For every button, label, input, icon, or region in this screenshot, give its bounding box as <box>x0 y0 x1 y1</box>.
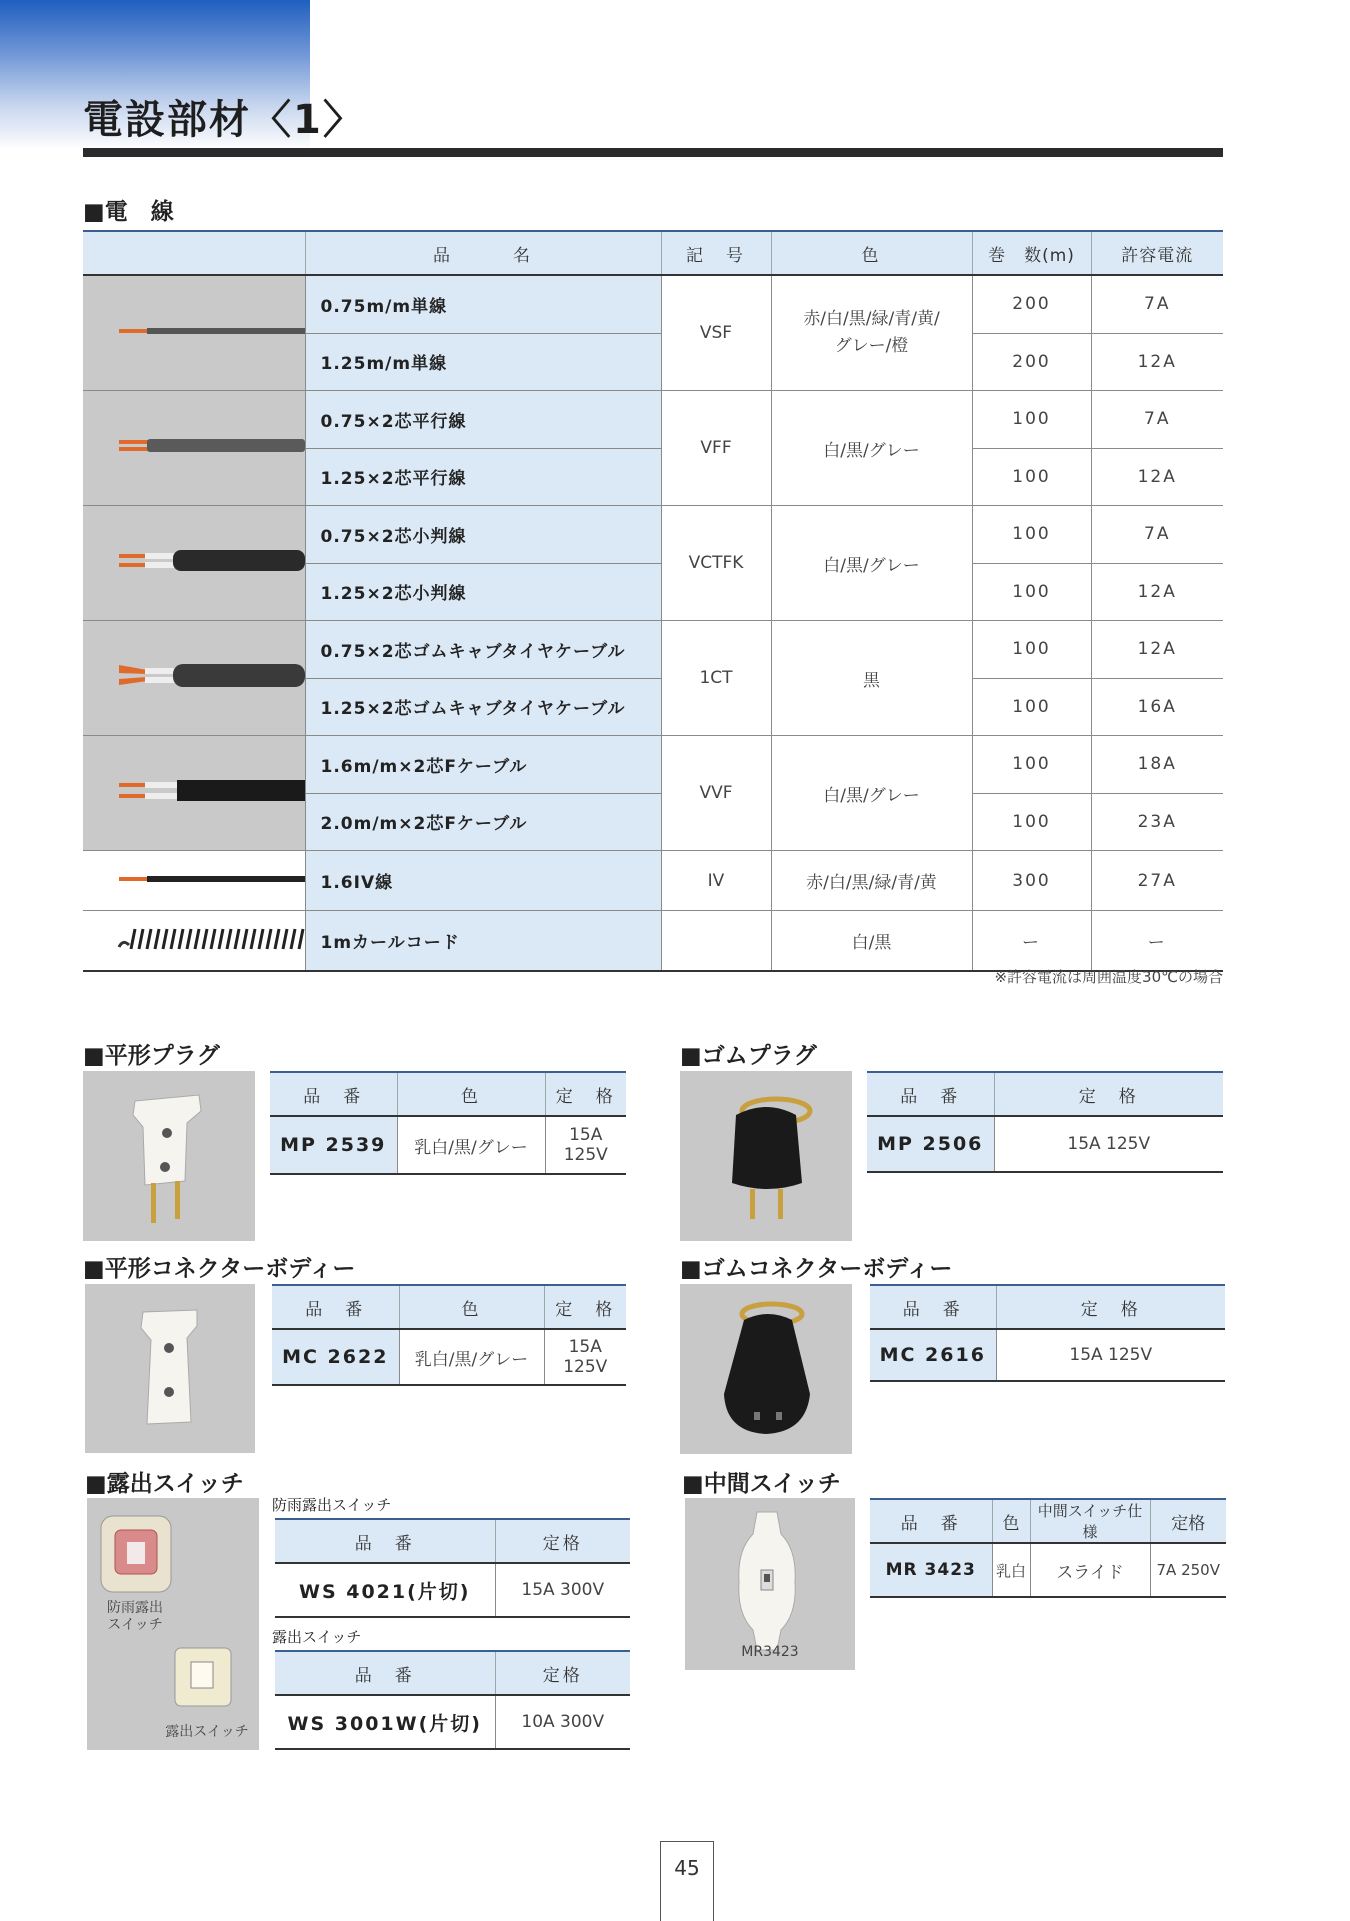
inline-switch-section-title: ■中間スイッチ <box>682 1471 841 1497</box>
header-color: 色 <box>771 231 972 275</box>
product-name: 1.25×2芯平行線 <box>305 448 661 506</box>
wire-color: 赤/白/黒/緑/青/黄/ グレー/橙 <box>771 275 972 391</box>
wire-length: 100 <box>972 448 1091 506</box>
wires-section-title: ■電 線 <box>83 199 174 225</box>
table-row <box>275 1563 630 1617</box>
wire-length: 100 <box>972 506 1091 564</box>
header-code: 品 番 <box>270 1072 397 1116</box>
rainproof-switch-table <box>275 1518 630 1618</box>
header-color: 色 <box>397 1072 545 1116</box>
flat-connector-photo <box>85 1284 255 1453</box>
exposed-switch-section-title: ■露出スイッチ <box>85 1471 244 1497</box>
wire-current: 12A <box>1091 563 1223 621</box>
table-row <box>83 275 1223 333</box>
rubber-connector-table <box>870 1284 1225 1382</box>
table-row <box>83 621 1223 679</box>
rubber-plug-photo <box>680 1071 852 1241</box>
wire-length: 100 <box>972 621 1091 679</box>
table-row <box>870 1543 1226 1597</box>
exposed-switch-photo <box>87 1498 259 1750</box>
wires-table <box>83 230 1223 972</box>
product-name: 1.25m/m単線 <box>305 333 661 391</box>
rating-volts: 125V <box>563 1145 608 1165</box>
table-row <box>870 1329 1225 1381</box>
header-rating: 定格 <box>495 1519 630 1563</box>
product-name: 0.75×2芯小判線 <box>305 506 661 564</box>
product-spec: スライド <box>1030 1543 1150 1597</box>
curl-cord-image <box>83 911 305 972</box>
inline-switch-photo <box>685 1498 855 1670</box>
wire-length: 300 <box>972 851 1091 911</box>
cabtire-cable-image <box>83 621 305 736</box>
header-code: 品 番 <box>870 1499 992 1543</box>
table-row <box>867 1116 1223 1172</box>
table-row <box>83 391 1223 449</box>
product-rating: 7A 250V <box>1150 1543 1226 1597</box>
inline-switch-table <box>870 1498 1226 1598</box>
header-name: 品 名 <box>305 231 661 275</box>
flat-plug-section-title: ■平形プラグ <box>83 1043 220 1069</box>
rating-volts: 125V <box>563 1357 608 1377</box>
wire-symbol <box>661 911 771 972</box>
header-rating: 定格 <box>495 1651 630 1695</box>
table-row <box>83 506 1223 564</box>
wire-color: 白/黒/グレー <box>771 736 972 851</box>
wire-current: 12A <box>1091 333 1223 391</box>
header-color: 色 <box>399 1285 544 1329</box>
product-code: WS 4021(片切) <box>275 1563 495 1617</box>
wire-symbol: VCTFK <box>661 506 771 621</box>
page-number: 45 <box>660 1841 714 1921</box>
wire-length: 100 <box>972 563 1091 621</box>
flat-plug-table <box>270 1071 626 1175</box>
rubber-connector-section-title: ■ゴムコネクターボディー <box>680 1256 953 1282</box>
single-wire-image <box>83 275 305 391</box>
wire-length: 100 <box>972 391 1091 449</box>
wire-length: 100 <box>972 678 1091 736</box>
title-rule <box>83 148 1223 157</box>
table-row <box>83 911 1223 972</box>
product-name: 1.25×2芯小判線 <box>305 563 661 621</box>
header-image <box>83 231 305 275</box>
header-spec: 中間スイッチ仕様 <box>1030 1499 1150 1543</box>
rainproof-photo-caption: 防雨露出 スイッチ <box>107 1600 163 1633</box>
inline-switch-photo-caption: MR3423 <box>741 1644 799 1660</box>
wire-symbol: VFF <box>661 391 771 506</box>
parallel-wire-image <box>83 391 305 506</box>
standard-photo-caption: 露出スイッチ <box>165 1724 249 1740</box>
wire-current: 7A <box>1091 506 1223 564</box>
wire-current: 7A <box>1091 275 1223 333</box>
product-rating: 10A 300V <box>495 1695 630 1749</box>
header-rating: 定 格 <box>996 1285 1225 1329</box>
wire-current: ー <box>1091 911 1223 972</box>
standard-switch-table <box>275 1650 630 1750</box>
rating-amps: 15A <box>568 1337 602 1357</box>
wire-symbol: 1CT <box>661 621 771 736</box>
rubber-plug-table <box>867 1071 1223 1173</box>
product-code: MR 3423 <box>870 1543 992 1597</box>
wire-current: 12A <box>1091 621 1223 679</box>
product-code: MP 2506 <box>867 1116 994 1172</box>
product-name: 1.6m/m×2芯Fケーブル <box>305 736 661 794</box>
wire-symbol: IV <box>661 851 771 911</box>
flat-connector-section-title: ■平形コネクターボディー <box>83 1256 356 1282</box>
oval-cord-image <box>83 506 305 621</box>
header-length: 巻 数(m) <box>972 231 1091 275</box>
header-rating: 定 格 <box>545 1072 626 1116</box>
product-code: WS 3001W(片切) <box>275 1695 495 1749</box>
wire-current: 12A <box>1091 448 1223 506</box>
wire-length: 100 <box>972 736 1091 794</box>
iv-wire-image <box>83 851 305 911</box>
flat-connector-table <box>272 1284 626 1386</box>
header-rating: 定 格 <box>544 1285 626 1329</box>
wire-color: 黒 <box>771 621 972 736</box>
table-row <box>83 851 1223 911</box>
wire-color: 白/黒/グレー <box>771 391 972 506</box>
product-color: 乳白/黒/グレー <box>397 1116 545 1174</box>
wire-length: 200 <box>972 333 1091 391</box>
product-color: 乳白 <box>992 1543 1030 1597</box>
header-rating: 定 格 <box>994 1072 1223 1116</box>
flat-plug-photo <box>83 1071 255 1241</box>
table-row <box>275 1695 630 1749</box>
product-color: 乳白/黒/グレー <box>399 1329 544 1385</box>
product-code: MP 2539 <box>270 1116 397 1174</box>
f-cable-image <box>83 736 305 851</box>
current-footnote: ※許容電流は周囲温度30℃の場合 <box>994 968 1223 986</box>
product-rating <box>544 1329 626 1385</box>
wire-symbol: VSF <box>661 275 771 391</box>
header-code: 品 番 <box>275 1519 495 1563</box>
wire-color: 白/黒/グレー <box>771 506 972 621</box>
product-name: 2.0m/m×2芯Fケーブル <box>305 793 661 851</box>
product-code: MC 2616 <box>870 1329 996 1381</box>
wire-symbol: VVF <box>661 736 771 851</box>
product-name: 1mカールコード <box>305 911 661 972</box>
wire-length: 100 <box>972 793 1091 851</box>
header-code: 品 番 <box>272 1285 399 1329</box>
wire-current: 7A <box>1091 391 1223 449</box>
rubber-plug-section-title: ■ゴムプラグ <box>680 1043 817 1069</box>
wires-header-row <box>83 231 1223 275</box>
wire-current: 23A <box>1091 793 1223 851</box>
wire-color: 白/黒 <box>771 911 972 972</box>
product-rating: 15A 300V <box>495 1563 630 1617</box>
header-symbol: 記 号 <box>661 231 771 275</box>
standard-switch-label: 露出スイッチ <box>272 1628 362 1646</box>
page-title: 電設部材〈1〉 <box>83 97 365 143</box>
header-code: 品 番 <box>867 1072 994 1116</box>
table-row <box>270 1116 626 1174</box>
wire-current: 16A <box>1091 678 1223 736</box>
product-code: MC 2622 <box>272 1329 399 1385</box>
header-current: 許容電流 <box>1091 231 1223 275</box>
header-code: 品 番 <box>870 1285 996 1329</box>
product-rating <box>545 1116 626 1174</box>
wire-current: 27A <box>1091 851 1223 911</box>
header-color: 色 <box>992 1499 1030 1543</box>
header-rating: 定格 <box>1150 1499 1226 1543</box>
product-name: 1.6IV線 <box>305 851 661 911</box>
product-rating: 15A 125V <box>996 1329 1225 1381</box>
wire-current: 18A <box>1091 736 1223 794</box>
rating-amps: 15A <box>569 1125 603 1145</box>
header-code: 品 番 <box>275 1651 495 1695</box>
rainproof-switch-label: 防雨露出スイッチ <box>272 1496 392 1514</box>
wire-length: ー <box>972 911 1091 972</box>
wire-length: 200 <box>972 275 1091 333</box>
product-name: 0.75×2芯ゴムキャブタイヤケーブル <box>305 621 661 679</box>
product-rating: 15A 125V <box>994 1116 1223 1172</box>
table-row <box>83 736 1223 794</box>
rubber-connector-photo <box>680 1284 852 1454</box>
product-name: 0.75m/m単線 <box>305 275 661 333</box>
product-name: 1.25×2芯ゴムキャブタイヤケーブル <box>305 678 661 736</box>
table-row <box>272 1329 626 1385</box>
wire-color: 赤/白/黒/緑/青/黄 <box>771 851 972 911</box>
product-name: 0.75×2芯平行線 <box>305 391 661 449</box>
